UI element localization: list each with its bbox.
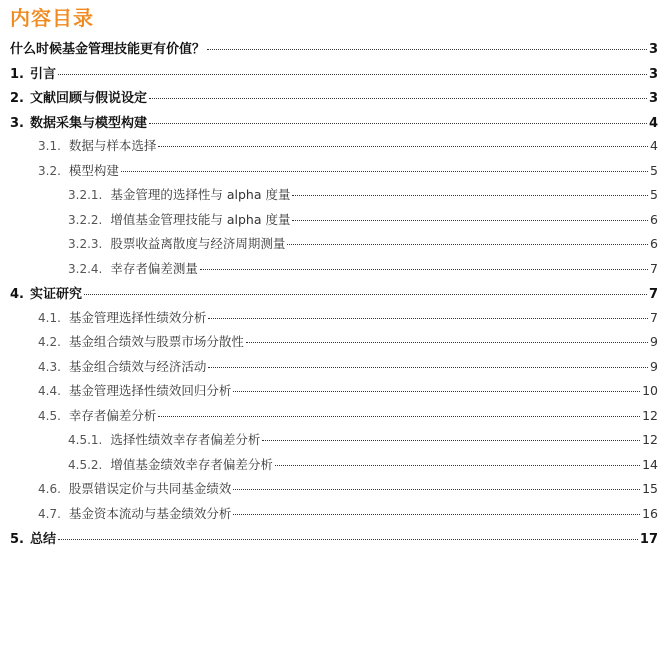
dot-leader bbox=[292, 195, 648, 196]
toc-entry[interactable] bbox=[68, 210, 658, 234]
dot-leader bbox=[58, 539, 638, 540]
toc-entry[interactable] bbox=[68, 455, 658, 479]
toc-entry[interactable] bbox=[68, 259, 658, 283]
toc-entry-page: 6 bbox=[650, 236, 658, 251]
toc-entry-number: 3.2. bbox=[38, 163, 61, 178]
dot-leader bbox=[208, 367, 648, 368]
dot-leader bbox=[208, 318, 648, 319]
toc-entry[interactable] bbox=[38, 406, 658, 430]
toc-entry-title: 实证研究 bbox=[29, 287, 82, 302]
toc-entry[interactable] bbox=[10, 112, 658, 136]
toc-entry-page: 5 bbox=[650, 162, 658, 178]
toc-entry-page: 10 bbox=[642, 383, 658, 398]
toc-entry-title: 选择性绩效幸存者偏差分析 bbox=[110, 432, 261, 447]
dot-leader bbox=[292, 220, 648, 221]
toc-entry-number: 3.2.1. bbox=[68, 188, 103, 202]
toc-entry-number: 3.1. bbox=[38, 139, 61, 153]
toc-entry-page: 9 bbox=[650, 334, 658, 349]
toc-entry-page: 3 bbox=[648, 42, 658, 57]
dot-leader bbox=[207, 49, 647, 50]
toc-entry-number: 3.2.3. bbox=[68, 237, 103, 251]
toc-entry-number: 4.7. bbox=[38, 506, 61, 521]
toc-entry[interactable] bbox=[38, 332, 658, 356]
toc-entry-number: 1. bbox=[10, 66, 24, 82]
toc-entry-title: 增值基金管理技能与 alpha 度量 bbox=[110, 211, 291, 227]
toc-entry-page: 9 bbox=[650, 358, 658, 374]
toc-entry-title: 幸存者偏差测量 bbox=[110, 260, 198, 276]
toc-entry-title: 基金管理选择性绩效分析 bbox=[68, 309, 207, 325]
dot-leader bbox=[158, 146, 648, 147]
toc-entry-page: 14 bbox=[642, 456, 658, 472]
toc-entry-number: 4.1. bbox=[38, 310, 61, 325]
dot-leader bbox=[233, 514, 640, 515]
toc-entry-number: 4.3. bbox=[38, 359, 61, 374]
dot-leader bbox=[262, 440, 640, 441]
toc-entry-number: 3.2.4. bbox=[68, 261, 103, 276]
toc-entry-page: 16 bbox=[642, 505, 658, 521]
dot-leader bbox=[275, 465, 640, 466]
toc-entry-page: 12 bbox=[642, 407, 658, 423]
dot-leader bbox=[246, 342, 648, 343]
toc-entry[interactable] bbox=[68, 185, 658, 209]
toc-entry-title: 基金资本流动与基金绩效分析 bbox=[68, 505, 232, 521]
toc-entry[interactable] bbox=[10, 38, 658, 62]
dot-leader bbox=[121, 171, 648, 172]
dot-leader bbox=[58, 74, 647, 75]
dot-leader bbox=[287, 244, 648, 245]
toc-entry-title: 文献回顾与假说设定 bbox=[29, 91, 147, 106]
toc-entry[interactable] bbox=[38, 479, 658, 503]
dot-leader bbox=[84, 294, 647, 295]
dot-leader bbox=[200, 269, 648, 270]
toc-entry-title: 股票错误定价与共同基金绩效 bbox=[68, 481, 232, 496]
toc-entry-title: 数据与样本选择 bbox=[68, 138, 157, 153]
dot-leader bbox=[149, 123, 647, 124]
dot-leader bbox=[158, 416, 640, 417]
toc-entry-page: 7 bbox=[648, 287, 658, 302]
toc-entry-page: 7 bbox=[650, 309, 658, 325]
toc-entry[interactable] bbox=[38, 161, 658, 185]
toc-entry-page: 3 bbox=[648, 66, 658, 82]
toc-entry-number: 4.4. bbox=[38, 384, 61, 398]
toc-entry[interactable] bbox=[68, 234, 658, 258]
toc-entry-title: 幸存者偏差分析 bbox=[68, 407, 157, 423]
toc-entry[interactable] bbox=[38, 357, 658, 381]
toc-entry[interactable] bbox=[10, 283, 658, 307]
toc-entry-page: 15 bbox=[642, 481, 658, 496]
dot-leader bbox=[233, 489, 640, 490]
toc-entry-title: 模型构建 bbox=[68, 162, 119, 178]
toc-entry-number: 5. bbox=[10, 532, 24, 547]
toc-entry-page: 12 bbox=[642, 432, 658, 447]
toc-entry-title: 总结 bbox=[29, 532, 56, 547]
toc-entry-page: 5 bbox=[650, 187, 658, 202]
toc-entry-number: 2. bbox=[10, 91, 24, 106]
toc-entry-page: 4 bbox=[650, 138, 658, 153]
toc-entry-number: 4.5. bbox=[38, 408, 61, 423]
toc-entry-number: 4.5.2. bbox=[68, 457, 103, 472]
toc-entry-title: 基金组合绩效与股票市场分散性 bbox=[68, 334, 244, 349]
toc-entry[interactable] bbox=[10, 528, 658, 552]
toc-entry[interactable] bbox=[38, 504, 658, 528]
toc-entry-title: 什么时候基金管理技能更有价值？ bbox=[10, 42, 206, 57]
toc-entry[interactable] bbox=[38, 308, 658, 332]
toc-entry-number: 4.2. bbox=[38, 335, 61, 349]
toc-entry[interactable] bbox=[68, 430, 658, 454]
toc-entry-number: 4.5.1. bbox=[68, 433, 103, 447]
toc-entry-title: 引言 bbox=[29, 66, 56, 82]
toc-entry[interactable] bbox=[38, 136, 658, 160]
toc-entry-number: 4.6. bbox=[38, 482, 61, 496]
toc-entry-number: 3.2.2. bbox=[68, 212, 103, 227]
toc-title: 内容目录 bbox=[10, 6, 94, 30]
toc-entry-page: 7 bbox=[650, 260, 658, 276]
toc-entry[interactable] bbox=[10, 87, 658, 111]
toc-entry-page: 4 bbox=[648, 115, 658, 131]
toc-entry-title: 基金管理的选择性与 alpha 度量 bbox=[110, 187, 291, 202]
toc-entry-title: 基金管理选择性绩效回归分析 bbox=[68, 383, 232, 398]
toc-entry-title: 增值基金绩效幸存者偏差分析 bbox=[110, 456, 273, 472]
toc-entry-title: 数据采集与模型构建 bbox=[29, 115, 147, 131]
toc-entry-title: 股票收益离散度与经济周期测量 bbox=[110, 236, 286, 251]
toc-entry[interactable] bbox=[38, 381, 658, 405]
toc-entry-title: 基金组合绩效与经济活动 bbox=[68, 358, 207, 374]
dot-leader bbox=[233, 391, 640, 392]
toc-entry-page: 6 bbox=[650, 211, 658, 227]
toc-entry-number: 3. bbox=[10, 115, 24, 131]
toc-entry-number: 4. bbox=[10, 287, 24, 302]
toc-entry-page: 17 bbox=[639, 532, 658, 547]
dot-leader bbox=[149, 98, 647, 99]
toc-entry-page: 3 bbox=[648, 91, 658, 106]
toc-entry[interactable] bbox=[10, 63, 658, 87]
